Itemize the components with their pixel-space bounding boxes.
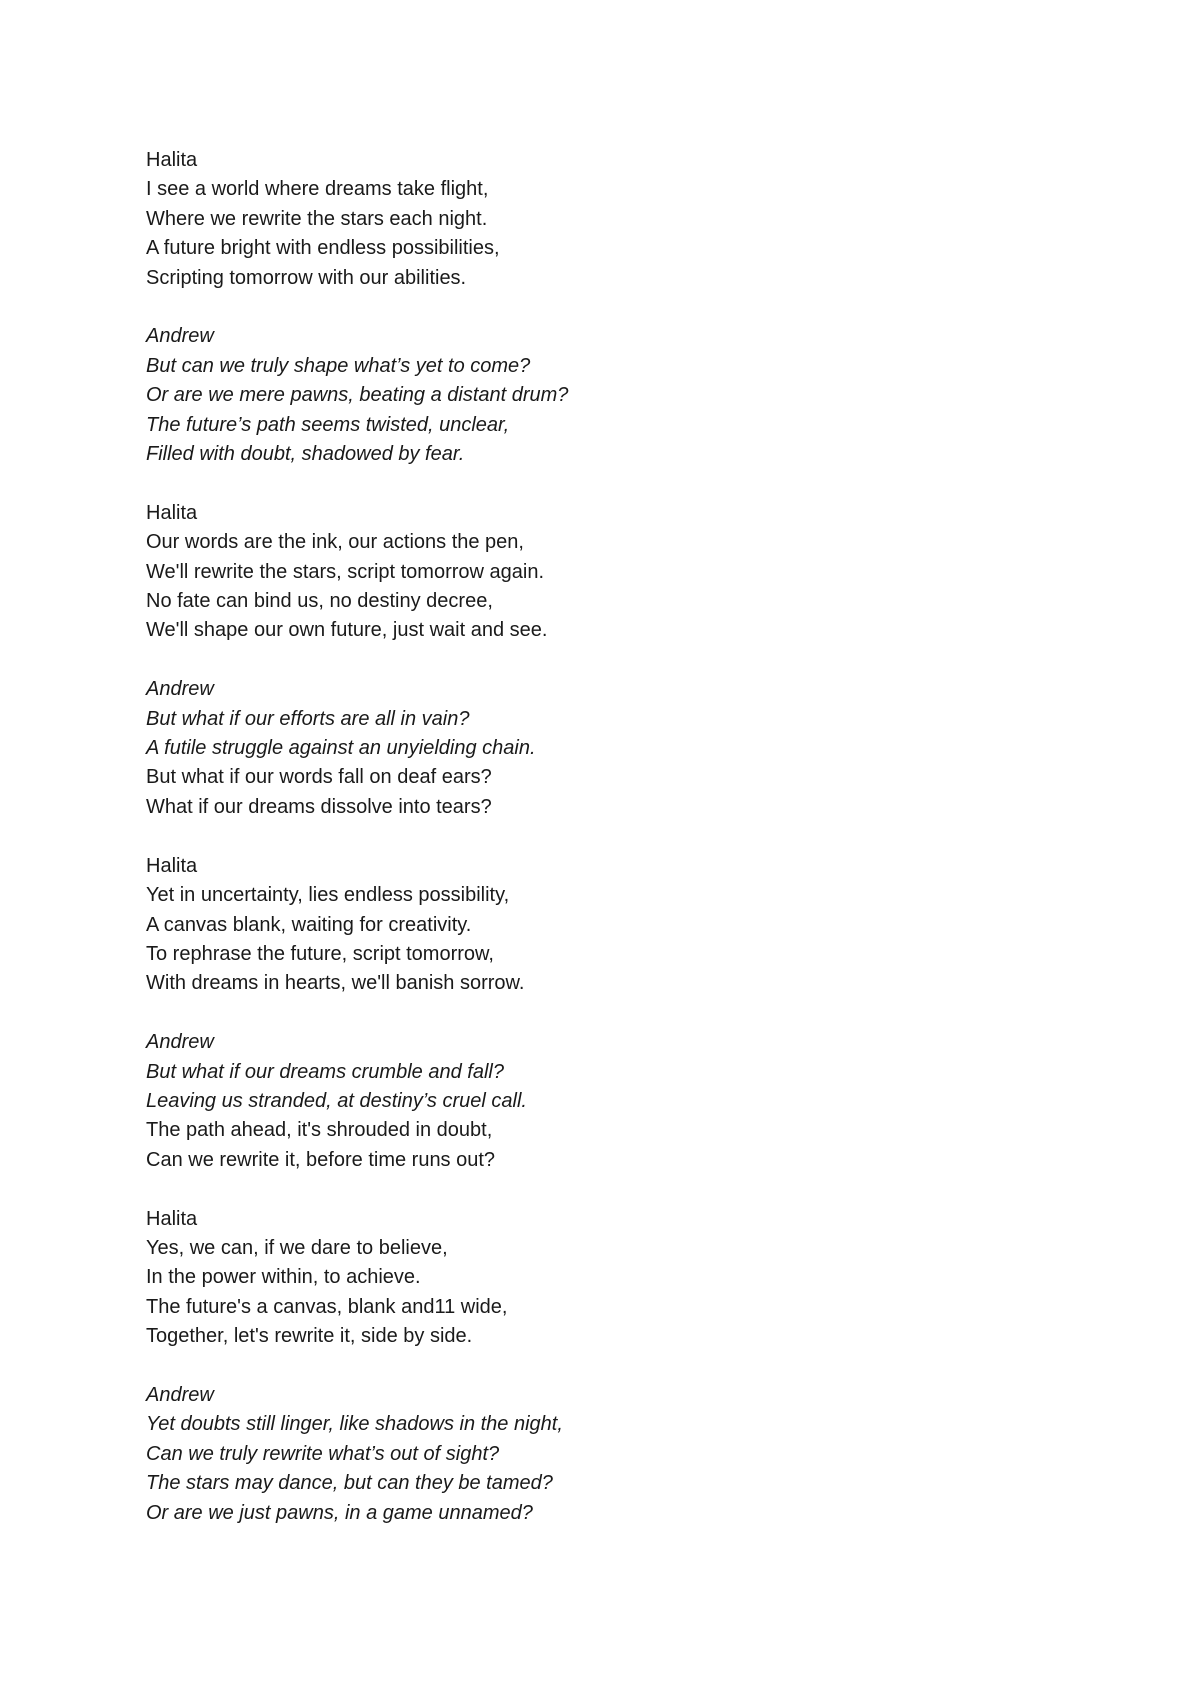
stanza-andrew-1 xyxy=(146,322,1106,469)
speaker-label: Andrew xyxy=(146,325,214,348)
verse-line: We'll rewrite the stars, script tomorrow again. xyxy=(146,560,545,583)
verse-line: Or are we mere pawns, beating a distant drum? xyxy=(146,384,569,407)
speaker-label: Halita xyxy=(146,1207,198,1230)
verse-line: But what if our words fall on deaf ears? xyxy=(146,766,492,789)
verse-line: A future bright with endless possibilities, xyxy=(146,237,500,260)
stanza-andrew-2 xyxy=(146,675,1106,822)
verse-line: Yet doubts still linger, like shadows in the night, xyxy=(146,1413,563,1436)
verse-line: To rephrase the future, script tomorrow, xyxy=(146,942,494,965)
stanza-halita-1 xyxy=(146,146,1106,293)
speaker-label: Andrew xyxy=(146,1031,214,1054)
verse-line: In the power within, to achieve. xyxy=(146,1266,421,1289)
verse-line: Together, let's rewrite it, side by side. xyxy=(146,1325,473,1348)
verse-line: Our words are the ink, our actions the pen, xyxy=(146,531,524,554)
speaker-label: Halita xyxy=(146,501,198,524)
verse-line: I see a world where dreams take flight, xyxy=(146,178,489,201)
verse-line: But what if our efforts are all in vain? xyxy=(146,707,470,730)
verse-line: Filled with doubt, shadowed by fear. xyxy=(146,443,465,466)
verse-line: Can we rewrite it, before time runs out? xyxy=(146,1148,496,1171)
verse-line: A futile struggle against an unyielding chain. xyxy=(146,737,536,760)
speaker-label: Halita xyxy=(146,149,198,171)
speaker-label: Andrew xyxy=(146,1383,214,1406)
verse-line: What if our dreams dissolve into tears? xyxy=(146,795,492,818)
speaker-label: Halita xyxy=(146,854,198,877)
speaker-label: Andrew xyxy=(146,678,214,701)
stanza-halita-4 xyxy=(146,1205,1106,1352)
verse-line: With dreams in hearts, we'll banish sorrow. xyxy=(146,972,525,995)
stanza-halita-2 xyxy=(146,499,1106,646)
verse-line: The path ahead, it's shrouded in doubt, xyxy=(146,1119,493,1142)
verse-line: A canvas blank, waiting for creativity. xyxy=(146,913,472,936)
verse-line: But what if our dreams crumble and fall? xyxy=(146,1060,504,1083)
verse-line: The future’s path seems twisted, unclear, xyxy=(146,413,510,436)
verse-line: But can we truly shape what’s yet to come? xyxy=(146,354,531,377)
verse-line: Yet in uncertainty, lies endless possibility, xyxy=(146,884,510,907)
stanza-andrew-3 xyxy=(146,1028,1106,1175)
verse-line: We'll shape our own future, just wait and see. xyxy=(146,619,548,642)
verse-line: Can we truly rewrite what’s out of sight? xyxy=(146,1442,500,1465)
verse-line: Yes, we can, if we dare to believe, xyxy=(146,1236,448,1259)
verse-line: Scripting tomorrow with our abilities. xyxy=(146,266,467,289)
stanza-halita-3 xyxy=(146,852,1106,999)
verse-line: No fate can bind us, no destiny decree, xyxy=(146,590,493,613)
verse-line: Leaving us stranded, at destiny’s cruel call. xyxy=(146,1089,527,1112)
verse-line: The future's a canvas, blank and11 wide, xyxy=(146,1295,508,1318)
poem-body xyxy=(146,146,1106,1557)
verse-line: The stars may dance, but can they be tamed? xyxy=(146,1472,553,1495)
stanza-andrew-4 xyxy=(146,1381,1106,1528)
verse-line: Or are we just pawns, in a game unnamed? xyxy=(146,1501,533,1524)
verse-line: Where we rewrite the stars each night. xyxy=(146,207,488,230)
